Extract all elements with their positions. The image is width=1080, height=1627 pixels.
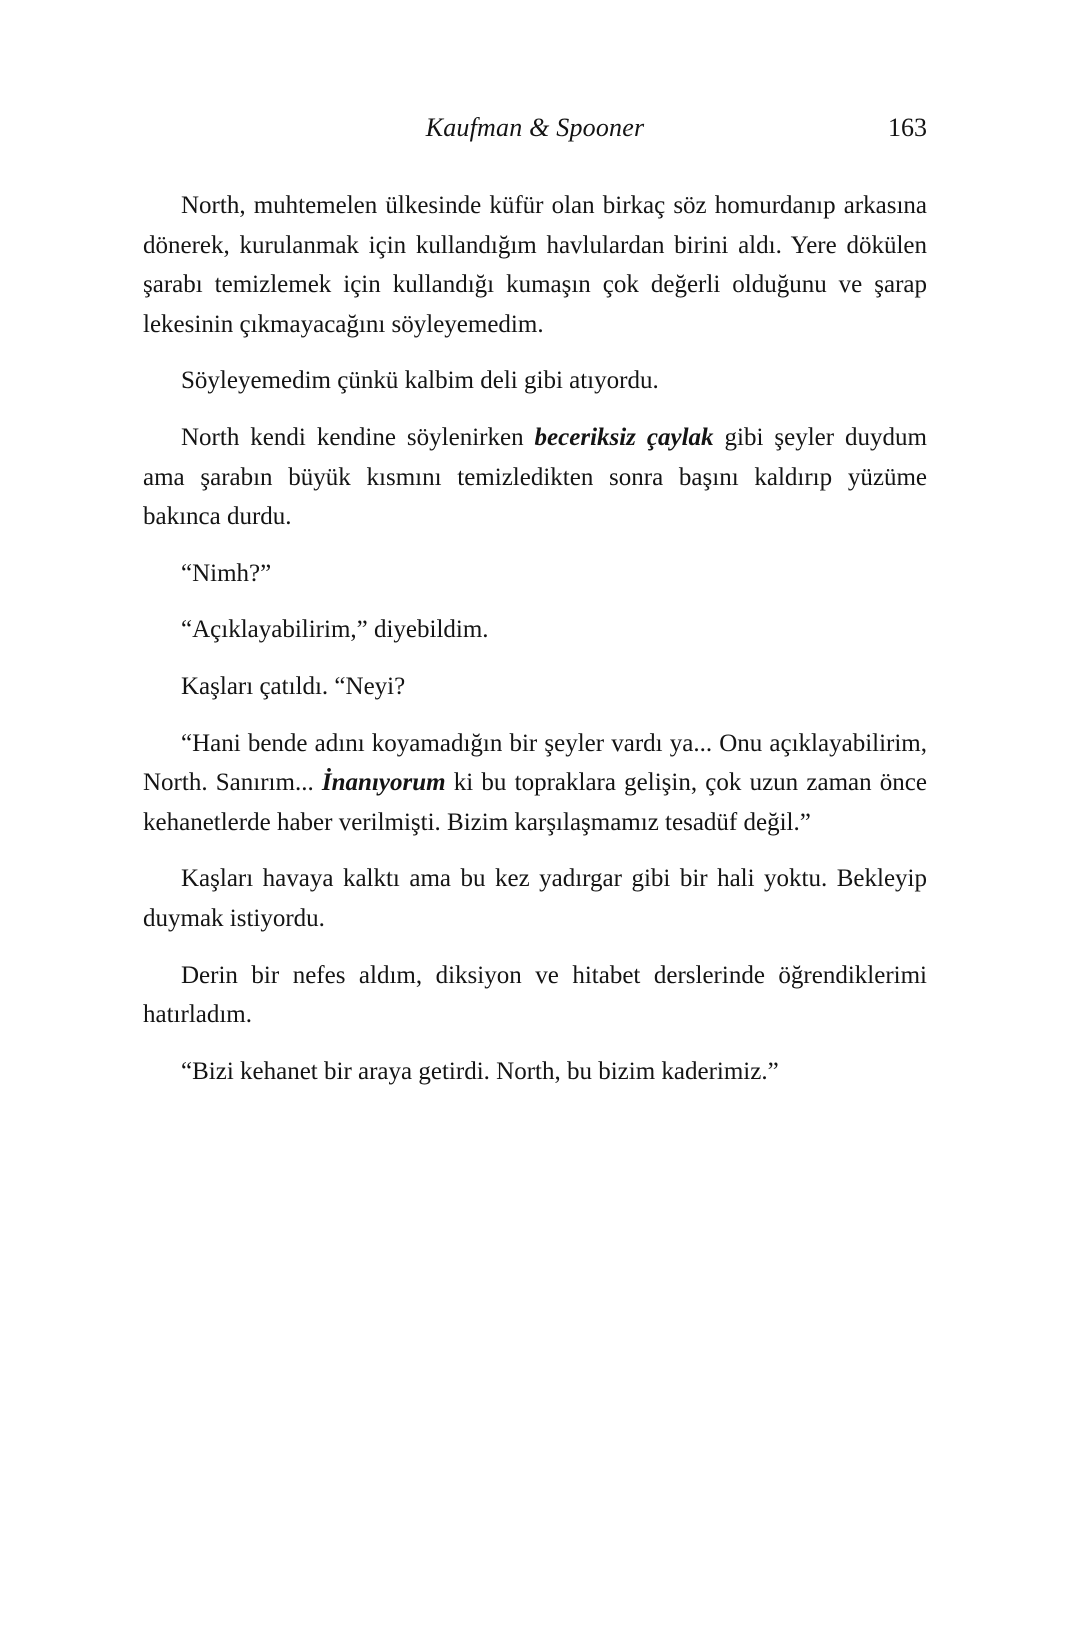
- paragraph: Söyleyemedim çünkü kalbim deli gibi atıyordu.: [181, 367, 659, 395]
- paragraph: “Açıklayabilirim,” diyebildim.: [181, 616, 489, 644]
- paragraph: “Bizi kehanet bir araya getirdi. North, bu bizim kaderimiz.”: [181, 1057, 779, 1085]
- paragraph: Derin bir nefes aldım, diksiyon ve hitabet derslerinde öğrendiklerimi hatırladım.: [143, 961, 927, 1029]
- paragraph: [143, 418, 927, 537]
- paragraph: [143, 724, 927, 843]
- paragraph: Kaşları çatıldı. “Neyi?: [181, 672, 406, 700]
- page-number: 163: [888, 113, 927, 142]
- paragraph-text: North kendi kendine söylenirken: [181, 423, 535, 451]
- paragraph: “Nimh?”: [181, 559, 272, 587]
- paragraph-text: gibi şeyler duydum ama şarabın büyük kısmını temizledikten sonra başını kaldırıp yüzüme bakınca durdu.: [143, 423, 927, 531]
- emphasis-text: beceriksiz çaylak: [534, 423, 714, 451]
- running-title: Kaufman & Spooner: [425, 113, 645, 142]
- paragraph-text: “Hani bende adını koyamadığın bir şeyler vardı ya... Onu açıklayabilirim, North. Sanırım...: [143, 729, 927, 797]
- paragraph: North, muhtemelen ülkesinde küfür olan birkaç söz homurdanıp arkasına dönerek, kurulanmak için kullandığım havlulardan birini aldı. Yere dökülen şarabı temizlemek için kullandığı kumaşın çok değerli olduğunu ve şarap lekesinin çıkmayacağını söyleyemedim.: [143, 192, 927, 338]
- paragraph: Kaşları havaya kalktı ama bu kez yadırgar gibi bir hali yoktu. Bekleyip duymak istiyordu.: [143, 865, 927, 932]
- emphasis-text: İnanıyorum: [321, 769, 446, 797]
- body-text: [143, 186, 927, 1108]
- paragraph-text: ki bu topraklara gelişin, çok uzun zaman önce kehanetlerde haber verilmişti. Bizim karşılaşmamız tesadüf değil.”: [143, 769, 927, 836]
- running-header: [143, 108, 927, 148]
